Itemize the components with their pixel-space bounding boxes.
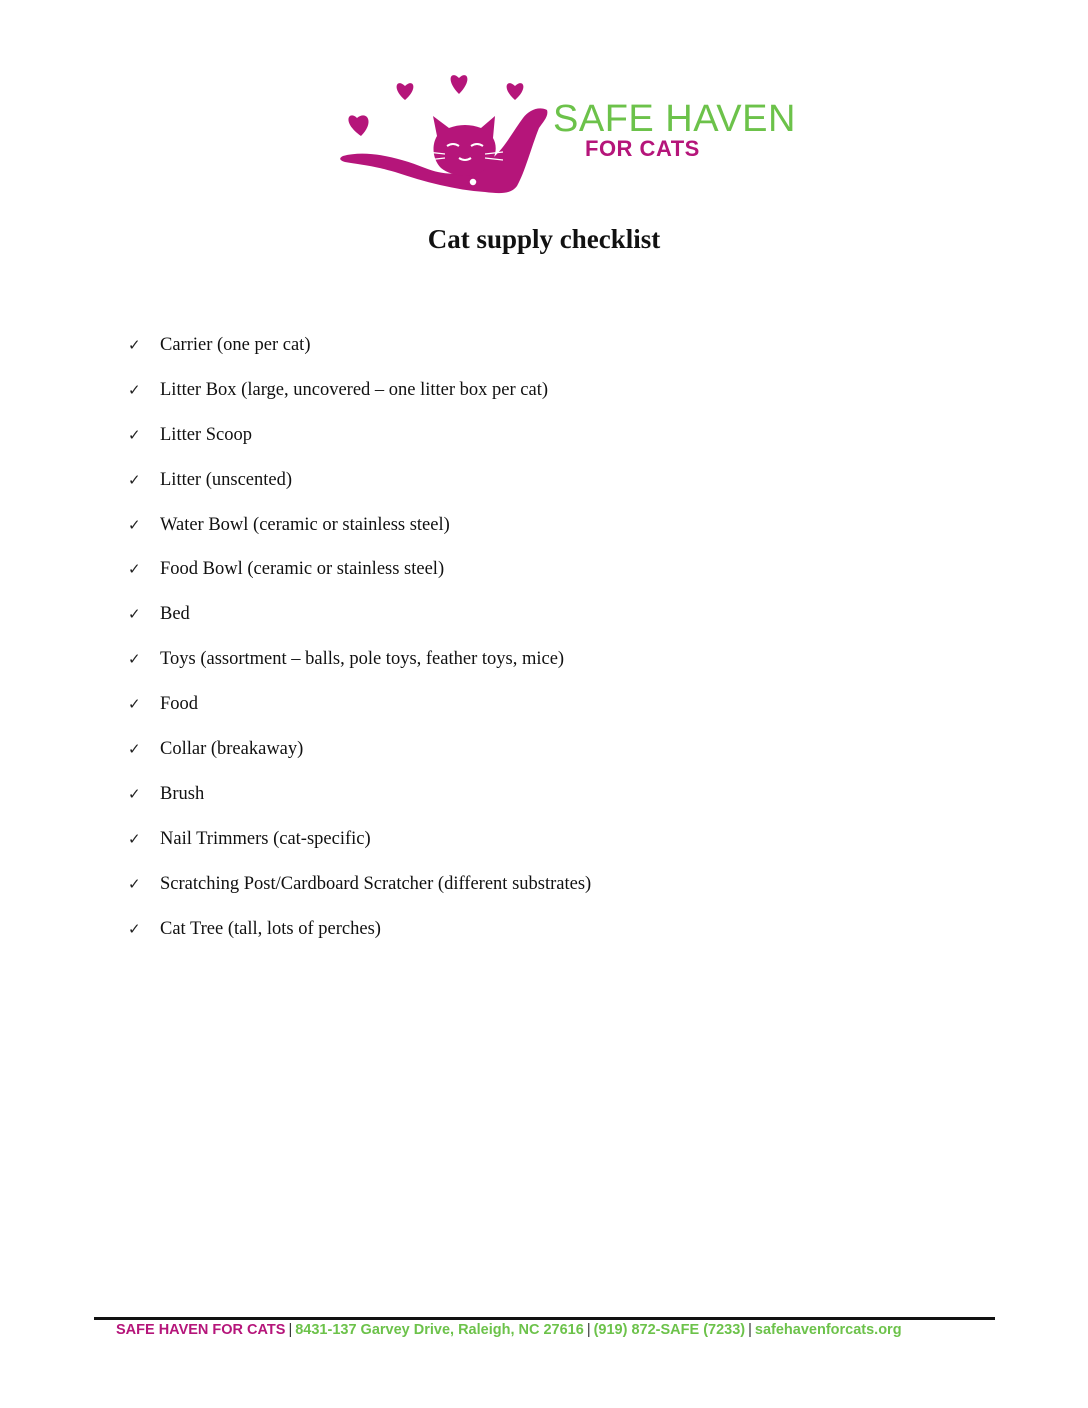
list-item <box>128 682 591 727</box>
list-item <box>128 503 591 548</box>
logo <box>335 72 796 202</box>
page-title: Cat supply checklist <box>427 224 661 254</box>
list-item-label: Litter Box (large, uncovered – one litter box per cat) <box>160 379 549 400</box>
cat-stretching-with-hearts-icon <box>335 72 555 202</box>
check-icon: ✓ <box>128 786 141 803</box>
check-icon: ✓ <box>128 337 141 354</box>
list-item-label: Toys (assortment – balls, pole toys, feather toys, mice) <box>160 649 565 670</box>
list-item <box>128 323 591 368</box>
list-item-label: Cat Tree (tall, lots of perches) <box>160 918 381 939</box>
footer-separator: | <box>288 1322 293 1338</box>
cat-head <box>433 116 496 175</box>
check-icon: ✓ <box>128 921 141 938</box>
list-item-label: Scratching Post/Cardboard Scratcher (different substrates) <box>160 873 592 894</box>
list-item <box>128 368 591 413</box>
heart-icon <box>451 75 468 94</box>
list-item <box>128 458 591 503</box>
heart-icon <box>507 83 524 100</box>
check-icon: ✓ <box>128 472 141 489</box>
check-icon: ✓ <box>128 382 141 399</box>
list-item <box>128 772 591 817</box>
footer-separator: | <box>748 1322 752 1338</box>
supply-checklist <box>128 323 591 951</box>
check-icon: ✓ <box>128 562 141 579</box>
heart-icon <box>397 83 414 100</box>
check-icon: ✓ <box>128 741 141 758</box>
list-item-label: Bed <box>160 604 190 625</box>
list-item <box>128 907 591 952</box>
list-item-label: Carrier (one per cat) <box>160 334 311 355</box>
list-item <box>128 817 591 862</box>
footer <box>116 1322 902 1338</box>
list-item-label: Food <box>160 694 199 715</box>
footer-website[interactable]: safehavenforcats.org <box>754 1322 902 1338</box>
check-icon: ✓ <box>128 607 141 624</box>
list-item <box>128 637 591 682</box>
footer-separator: | <box>586 1322 591 1338</box>
list-item <box>128 547 591 592</box>
list-item-label: Water Bowl (ceramic or stainless steel) <box>160 514 450 535</box>
footer-divider <box>94 1317 995 1320</box>
footer-address: 8431-137 Garvey Drive, Raleigh, NC 27616 <box>295 1322 584 1338</box>
footer-org-name: SAFE HAVEN FOR CATS <box>116 1322 286 1338</box>
check-icon: ✓ <box>128 427 141 444</box>
list-item-label: Collar (breakaway) <box>160 738 304 759</box>
check-icon: ✓ <box>128 652 141 669</box>
check-icon: ✓ <box>128 517 141 534</box>
check-icon: ✓ <box>128 876 141 893</box>
list-item-label: Litter Scoop <box>160 424 252 445</box>
list-item <box>128 413 591 458</box>
footer-phone: (919) 872-SAFE (7233) <box>593 1322 746 1338</box>
brand-name-line2: FOR CATS <box>585 136 700 161</box>
heart-icon <box>348 115 368 136</box>
list-item-label: Nail Trimmers (cat-specific) <box>160 828 371 849</box>
list-item <box>128 727 591 772</box>
list-item <box>128 862 591 907</box>
check-icon: ✓ <box>128 697 141 714</box>
list-item-label: Brush <box>160 783 205 804</box>
check-icon: ✓ <box>128 831 141 848</box>
list-item <box>128 592 591 637</box>
list-item-label: Litter (unscented) <box>160 469 293 490</box>
brand-name-line1: SAFE HAVEN <box>553 98 796 140</box>
list-item-label: Food Bowl (ceramic or stainless steel) <box>160 559 445 580</box>
